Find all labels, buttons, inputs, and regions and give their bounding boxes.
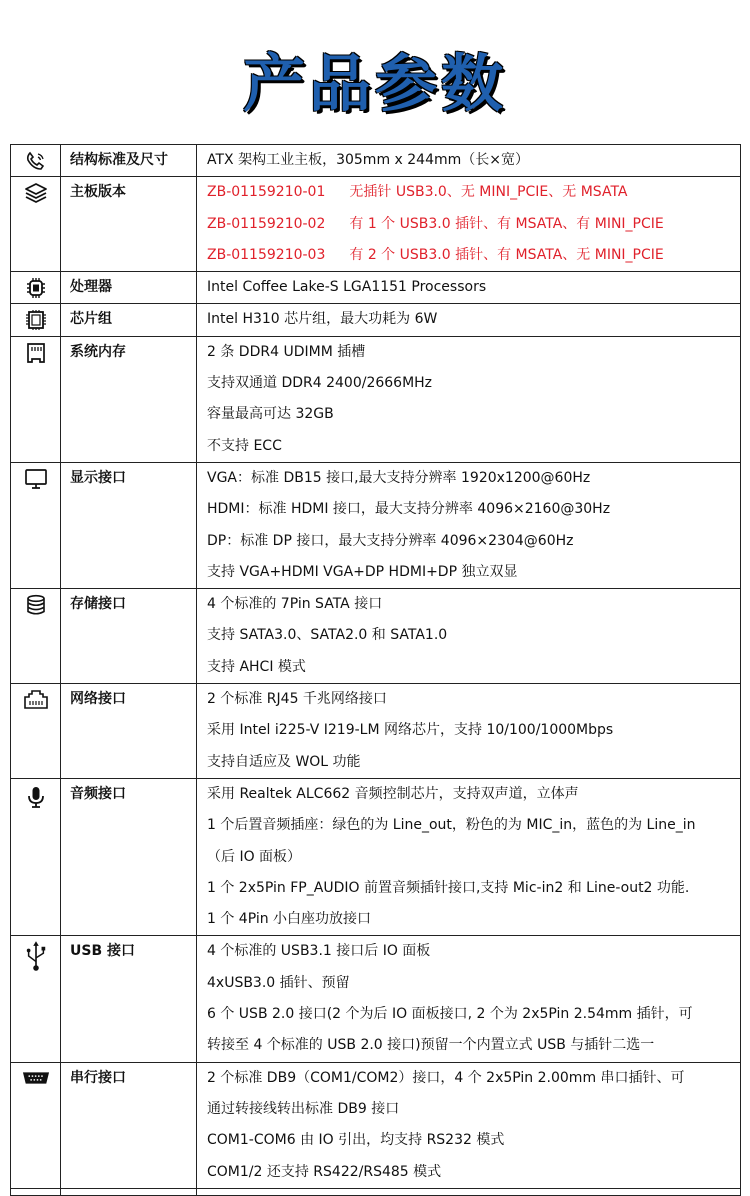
row-value: 2 个标准 RJ45 千兆网络接口	[207, 691, 387, 708]
row-value: 支持 VGA+HDMI VGA+DP HDMI+DP 独立双显	[207, 563, 518, 580]
page-title: 产品参数	[242, 47, 507, 120]
row-value: 1 个 2x5Pin FP_AUDIO 前置音频插针接口,支持 Mic-in2 和 Line-out2 功能.	[207, 879, 690, 896]
row-value: COM1-COM6 由 IO 引出，均支持 RS232 模式	[207, 1132, 505, 1149]
database-icon	[23, 594, 49, 616]
row-label: 音频接口	[70, 785, 126, 802]
row-value: 支持自适应及 WOL 功能	[207, 753, 361, 770]
row-label: 系统内存	[70, 343, 126, 360]
row-value: Intel Coffee Lake-S LGA1151 Processors	[207, 279, 487, 296]
serial-port-icon	[22, 1071, 50, 1085]
version-desc: 有 2 个 USB3.0 插针、有 MSATA、无 MINI_PCIE	[349, 246, 664, 263]
row-label: 芯片组	[70, 311, 112, 328]
row-value: 支持双通道 DDR4 2400/2666MHz	[207, 375, 433, 392]
row-value: 1 个 4Pin 小白座功放接口	[207, 911, 372, 928]
usb-icon	[24, 939, 48, 973]
version-line	[197, 209, 740, 240]
microphone-icon	[23, 784, 49, 810]
spec-row-display	[11, 462, 741, 588]
spec-row-audio	[11, 778, 741, 935]
monitor-icon	[23, 468, 49, 490]
version-desc: 无插针 USB3.0、无 MINI_PCIE、无 MSATA	[349, 184, 628, 201]
row-value: （后 IO 面板）	[207, 848, 302, 865]
row-value: 不支持 ECC	[207, 437, 282, 454]
row-value: 采用 Intel i225-V I219-LM 网络芯片，支持 10/100/1000Mbps	[207, 722, 614, 739]
spec-row-processor	[11, 272, 741, 304]
spec-row-chipset	[11, 304, 741, 336]
title-area	[0, 0, 750, 133]
row-value: 支持 AHCI 模式	[207, 658, 306, 675]
row-value: HDMI：标准 HDMI 接口，最大支持分辨率 4096×2160@30Hz	[207, 501, 611, 518]
row-value: 容量最高可达 32GB	[207, 406, 334, 423]
cpu-icon	[23, 277, 49, 299]
row-label: 主板版本	[70, 184, 126, 201]
row-value: ATX 架构工业主板，305mm x 244mm（长×宽）	[207, 152, 529, 168]
ethernet-icon	[23, 689, 49, 711]
spec-table	[10, 144, 741, 1196]
version-code: ZB-01159210-03	[207, 246, 326, 263]
row-value: 通过转接线转出标准 DB9 接口	[207, 1100, 400, 1117]
row-value: 2 条 DDR4 UDIMM 插槽	[207, 343, 366, 360]
row-label: 存储接口	[70, 596, 126, 613]
row-label: 结构标准及尺寸	[70, 152, 168, 168]
row-value: DP：标准 DP 接口，最大支持分辨率 4096×2304@60Hz	[207, 532, 574, 549]
version-line	[197, 240, 740, 271]
row-value: 1 个后置音频插座：绿色的为 Line_out，粉色的为 MIC_in，蓝色的为 Line_in	[207, 817, 696, 834]
row-label: 显示接口	[70, 469, 126, 486]
spec-row-size	[11, 145, 741, 177]
row-label: 网络接口	[70, 691, 126, 708]
row-value: 4xUSB3.0 插针、预留	[207, 974, 350, 991]
spec-row-network	[11, 684, 741, 779]
phone-icon	[23, 150, 49, 172]
row-value: 6 个 USB 2.0 接口(2 个为后 IO 面板接口, 2 个为 2x5Pin 2.54mm 插针，可	[207, 1006, 693, 1023]
row-value: 转接至 4 个标准的 USB 2.0 接口)预留一个内置立式 USB 与插针二选一	[207, 1037, 655, 1054]
version-code: ZB-01159210-01	[207, 184, 326, 201]
row-label: USB 接口	[70, 943, 135, 960]
version-line	[197, 177, 740, 208]
chipset-icon	[23, 309, 49, 331]
version-code: ZB-01159210-02	[207, 215, 326, 232]
spec-row-cut	[11, 1188, 741, 1195]
version-desc: 有 1 个 USB3.0 插针、有 MSATA、有 MINI_PCIE	[349, 215, 664, 232]
row-value: 采用 Realtek ALC662 音频控制芯片，支持双声道，立体声	[207, 785, 579, 802]
row-value: 4 个标准的 7Pin SATA 接口	[207, 596, 383, 613]
row-value: 4 个标准的 USB3.1 接口后 IO 面板	[207, 943, 431, 960]
row-value: 支持 SATA3.0、SATA2.0 和 SATA1.0	[207, 627, 448, 644]
row-label: 处理器	[70, 279, 112, 296]
row-value: COM1/2 还支持 RS422/RS485 模式	[207, 1163, 442, 1180]
spec-row-versions	[11, 177, 741, 272]
row-value: 2 个标准 DB9（COM1/COM2）接口，4 个 2x5Pin 2.00mm 串口插针、可	[207, 1069, 685, 1086]
row-label: 串行接口	[70, 1069, 126, 1086]
row-value: Intel H310 芯片组，最大功耗为 6W	[207, 311, 438, 328]
spec-row-storage	[11, 589, 741, 684]
spec-row-memory	[11, 336, 741, 462]
spec-row-usb	[11, 936, 741, 1062]
layers-icon	[23, 182, 49, 204]
memory-icon	[23, 342, 49, 364]
row-value: VGA：标准 DB15 接口,最大支持分辨率 1920x1200@60Hz	[207, 469, 591, 486]
spec-row-serial	[11, 1062, 741, 1188]
